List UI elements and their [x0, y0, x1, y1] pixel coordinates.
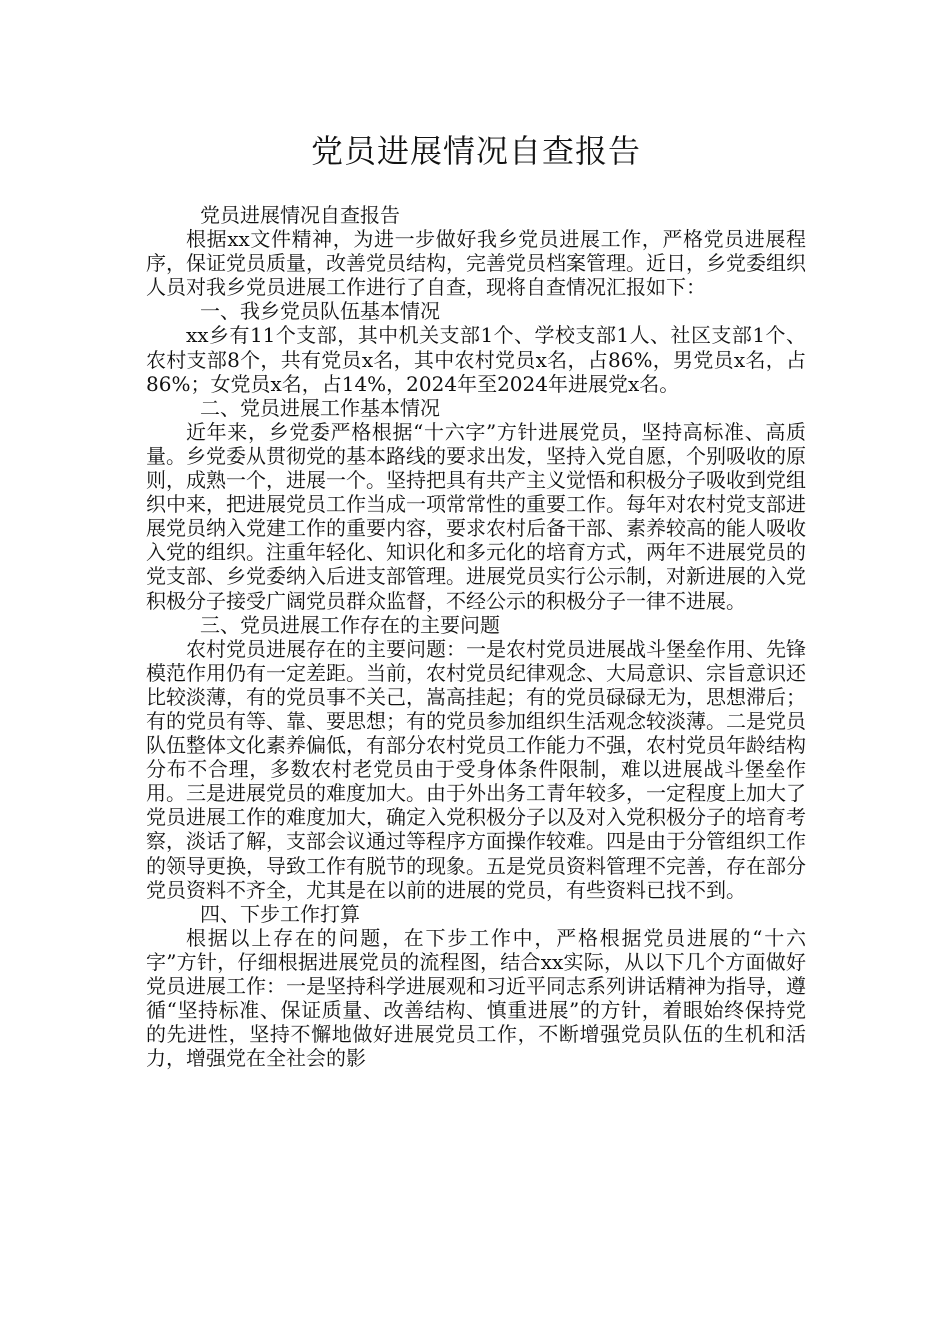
document-title: 党员进展情况自查报告 — [310, 132, 641, 170]
section-heading-2: 二、党员进展工作基本情况 — [200, 395, 440, 420]
document-page — [146, 0, 806, 1344]
section-3-paragraph: 农村党员进展存在的主要问题：一是农村党员进展战斗堡垒作用、先锋模范作用仍有一定差距。当前，农村党员纪律观念、大局意识、宗旨意识还比较淡薄，有的党员事不关己，嵩高挂起；有的党员碌碌无为，思想滞后；有的党员有等、靠、要思想；有的党员参加组织生活观念较淡薄。二是党员队伍整体文化素养偏低，有部分农村党员工作能力不强，农村党员年龄结构分布不合理，多数农村老党员由于受身体条件限制，难以进展战斗堡垒作用。三是进展党员的难度加大。由于外出务工青年较多，一定程度上加大了党员进展工作的难度加大，确定入党积极分子以及对入党积极分子的培育考察，淡话了解，支部会议通过等程序方面操作较难。四是由于分管组织工作的领导更换，导致工作有脱节的现象。五是党员资料管理不完善，存在部分党员资料不齐全，尤其是在以前的进展的党员，有些资料已找不到。 — [146, 636, 806, 902]
section-1-paragraph: xx乡有11个支部，其中机关支部1个、学校支部1人、社区支部1个、农村支部8个，共有党员x名，其中农村党员x名，占86%，男党员x名，占86%；女党员x名，占14%，2024年至2024年进展党x名。 — [146, 323, 806, 396]
section-heading-3: 三、党员进展工作存在的主要问题 — [200, 612, 500, 637]
section-heading-4: 四、下步工作打算 — [200, 901, 360, 926]
section-4-paragraph: 根据以上存在的问题，在下步工作中，严格根据党员进展的“十六字”方针，仔细根据进展党员的流程图，结合xx实际，从以下几个方面做好党员进展工作：一是坚持科学进展观和习近平同志系列讲话精神为指导，遵循“坚持标准、保证质量、改善结构、慎重进展”的方针，着眼始终保持党的先进性，坚持不懈地做好进展党员工作，不断增强党员队伍的生机和活力，增强党在全社会的影 — [146, 925, 806, 1071]
intro-paragraph: 根据xx文件精神，为进一步做好我乡党员进展工作，严格党员进展程序，保证党员质量，改善党员结构，完善党员档案管理。近日，乡党委组织人员对我乡党员进展工作进行了自查，现将自查情况汇报如下： — [146, 227, 806, 300]
section-2-paragraph: 近年来，乡党委严格根据“十六字”方针进展党员，坚持高标准、高质量。乡党委从贯彻党的基本路线的要求出发，坚持入党自愿，个别吸收的原则，成熟一个，进展一个。坚持把具有共产主义觉悟和积极分子吸收到党组织中来，把进展党员工作当成一项常常性的重要工作。每年对农村党支部进展党员纳入党建工作的重要内容，要求农村后备干部、素养较高的能人吸收入党的组织。注重年轻化、知识化和多元化的培育方式，两年不进展党员的党支部、乡党委纳入后进支部管理。进展党员实行公示制，对新进展的入党积极分子接受广阔党员群众监督，不经公示的积极分子一律不进展。 — [146, 419, 806, 613]
document-body — [146, 203, 806, 1070]
report-subtitle: 党员进展情况自查报告 — [200, 203, 400, 227]
section-heading-1: 一、我乡党员队伍基本情况 — [200, 299, 440, 324]
